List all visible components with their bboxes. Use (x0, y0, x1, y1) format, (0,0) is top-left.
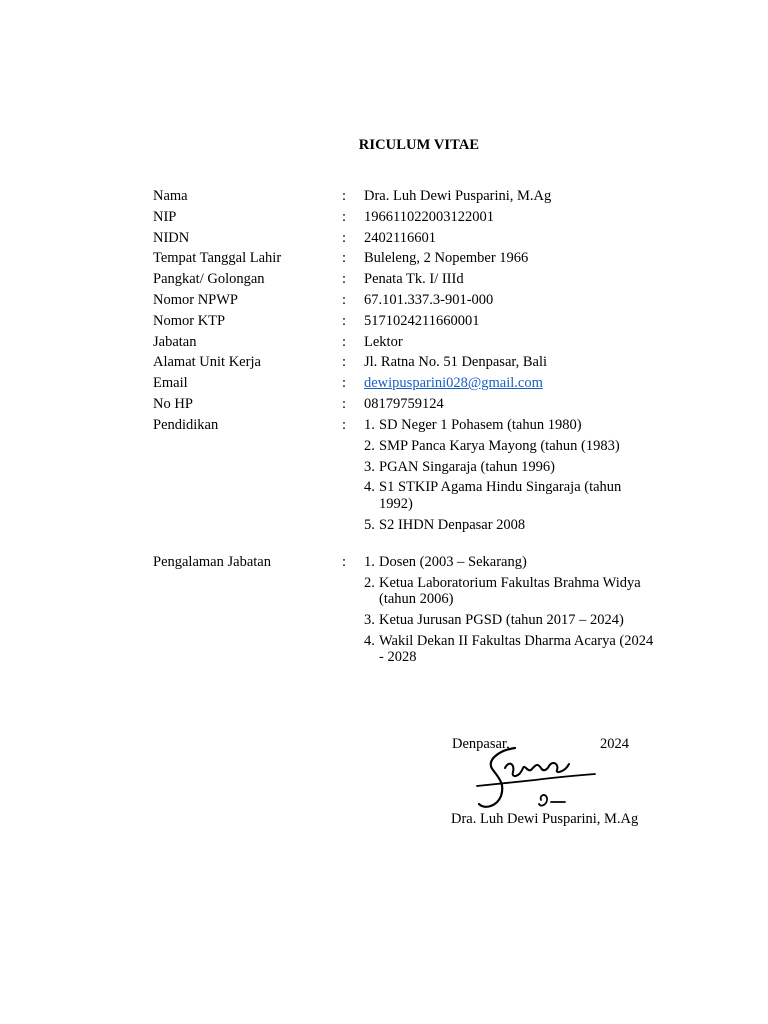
item-number: 4. (364, 632, 375, 649)
field-label: Nomor NPWP (153, 291, 238, 308)
field-label: NIP (153, 208, 177, 225)
item-text: SD Neger 1 Pohasem (tahun 1980) (379, 417, 582, 433)
field-value: 2402116601 (364, 229, 436, 246)
field-colon: : (342, 208, 347, 225)
item-text: Ketua Jurusan PGSD (tahun 2017 – 2024) (379, 612, 624, 629)
field-label: NIDN (153, 229, 190, 246)
field-value: 67.101.337.3-901-000 (364, 291, 494, 308)
experience-list (364, 554, 654, 670)
field-colon: : (342, 554, 347, 570)
field-value (364, 375, 543, 392)
item-text: PGAN Singaraja (tahun 1996) (379, 458, 555, 475)
field-colon: : (342, 333, 347, 350)
item-number: 4. (364, 479, 375, 496)
field-colon: : (342, 291, 347, 308)
signature-year: 2024 (600, 736, 629, 752)
field-colon: : (342, 395, 347, 412)
field-value: Jl. Ratna No. 51 Denpasar, Bali (364, 354, 548, 371)
list-item (364, 479, 654, 512)
field-colon: : (342, 229, 347, 246)
field-colon: : (342, 375, 347, 392)
list-item (364, 554, 654, 571)
list-item (364, 417, 654, 434)
field-colon: : (342, 250, 347, 267)
field-label: Pangkat/ Golongan (153, 271, 265, 288)
field-value: 5171024211660001 (364, 312, 480, 329)
field-value: Penata Tk. I/ IIId (364, 271, 464, 288)
list-item (364, 633, 654, 666)
item-number: 3. (364, 458, 375, 475)
item-text: S2 IHDN Denpasar 2008 (379, 516, 526, 533)
field-label: Alamat Unit Kerja (153, 354, 261, 371)
item-text: SMP Panca Karya Mayong (tahun (1983) (379, 437, 620, 454)
item-text: Dosen (2003 – Sekarang) (379, 554, 527, 570)
education-list (364, 417, 654, 537)
field-label: Tempat Tanggal Lahir (153, 250, 282, 267)
item-text: S1 STKIP Agama Hindu Singaraja (tahun 1992) (379, 479, 622, 512)
list-item (364, 438, 654, 455)
field-label: No HP (153, 395, 193, 412)
experience-label: Pengalaman Jabatan (153, 554, 271, 570)
item-number: 3. (364, 612, 375, 629)
list-item (364, 612, 654, 629)
field-colon: : (342, 417, 347, 433)
item-number: 2. (364, 574, 375, 591)
signatory-name: Dra. Luh Dewi Pusparini, M.Ag (451, 811, 639, 827)
field-label: Nomor KTP (153, 312, 226, 329)
list-item (364, 575, 654, 608)
item-number: 2. (364, 437, 375, 454)
handwritten-signature (475, 738, 600, 818)
item-number: 1. (364, 417, 375, 433)
signature-place: Denpasar, (452, 736, 510, 752)
item-number: 1. (364, 554, 375, 570)
field-label: Jabatan (153, 333, 197, 350)
field-value: 196611022003122001 (364, 208, 494, 225)
field-value: 08179759124 (364, 395, 444, 412)
field-value: Buleleng, 2 Nopember 1966 (364, 250, 529, 267)
education-label: Pendidikan (153, 417, 219, 433)
list-item (364, 517, 654, 534)
field-colon: : (342, 188, 347, 204)
email-link[interactable]: dewipusparini028@gmail.com (364, 375, 543, 392)
field-label: Email (153, 375, 188, 392)
field-value: Lektor (364, 333, 403, 350)
field-label: Nama (153, 188, 188, 204)
item-text: Ketua Laboratorium Fakultas Brahma Widya (tahun 2006) (379, 574, 641, 608)
document-title: RICULUM VITAE (358, 137, 480, 153)
field-colon: : (342, 312, 347, 329)
item-number: 5. (364, 516, 375, 533)
list-item (364, 459, 654, 476)
item-text: Wakil Dekan II Fakultas Dharma Acarya (2024 - 2028 (379, 632, 654, 666)
field-value: Dra. Luh Dewi Pusparini, M.Ag (364, 188, 552, 204)
field-colon: : (342, 271, 347, 288)
field-colon: : (342, 354, 347, 371)
